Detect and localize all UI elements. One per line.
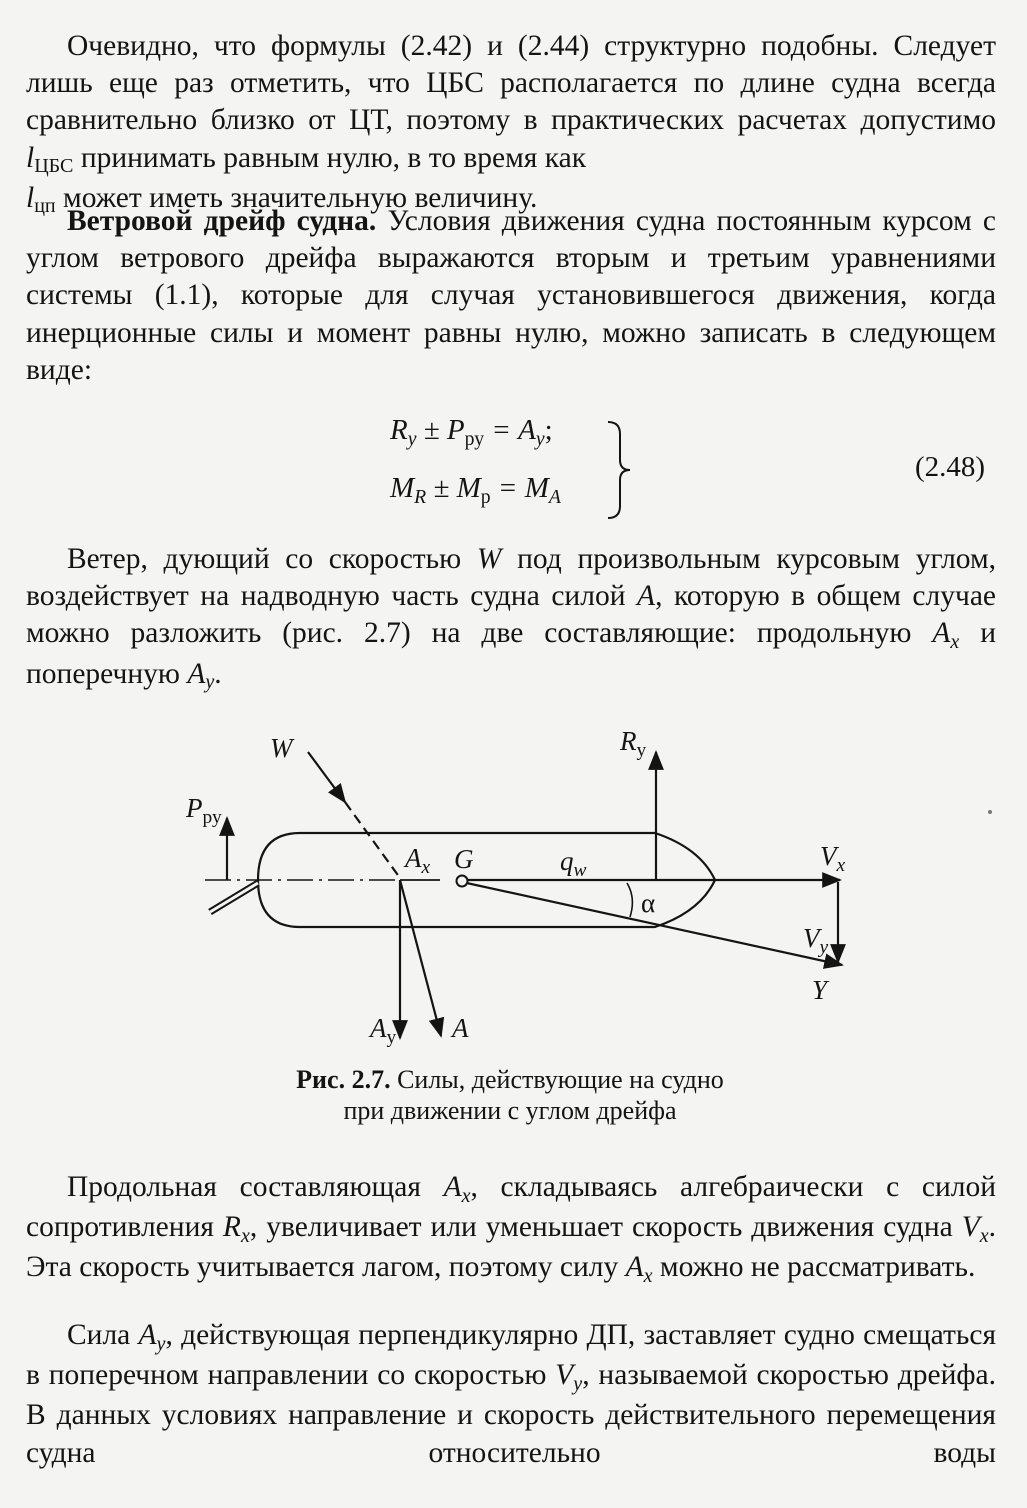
wind-arrow-solid <box>308 752 345 802</box>
label-q-w: $q_w$ <box>560 846 587 881</box>
paragraph-wind-force: Ветер, дующий со скоростью W под произвольным курсовым углом, воздействует на надводную часть судна силой A, которую в общем случае можно разложить (рис. 2.7) на две составляющие: продольную Ax и поперечную Ay. <box>26 543 997 694</box>
text: Эта скорость учитывается лагом, поэтому силу <box>26 1251 619 1284</box>
label-Y: Y <box>812 975 828 1005</box>
text: может иметь значительную величину. <box>63 181 538 214</box>
text: и поперечную <box>26 617 997 690</box>
text: увеличивает или уменьшает скорость движения судна <box>266 1211 953 1244</box>
figure-caption <box>250 1064 770 1126</box>
paragraph-transverse: Сила Ay, действующая перпендикулярно ДП, заставляет судно смещаться в поперечном направлении со скоростью Vy, называемой скоростью дрейфа. В данных условиях направление и скорость действительного перемещения судна относительно воды <box>26 1319 997 1469</box>
scan-speck <box>988 810 992 814</box>
label-V-x: $V_x$ <box>820 841 846 876</box>
text: складываясь алгебраически с силой сопротивления <box>26 1171 997 1244</box>
wind-line-dashed <box>345 802 400 878</box>
center-of-gravity-point <box>457 876 468 887</box>
equation-number: (2.48) <box>915 451 986 483</box>
text: можно не рассматривать. <box>659 1251 976 1284</box>
equation-line-1: Ry ± Pру = Ay; <box>390 414 553 450</box>
var-l: l <box>26 181 35 214</box>
a-resultant-arrow <box>400 880 441 1036</box>
label-W: W <box>270 733 293 763</box>
caption-text: при движении с углом дрейфа <box>343 1096 677 1125</box>
label-A-y: $A_y$ <box>370 1013 397 1048</box>
label-G: G <box>454 844 474 874</box>
label-A-x: $A_x$ <box>405 843 431 878</box>
text: Продольная составляющая <box>67 1171 421 1203</box>
label-alpha: α <box>641 888 656 918</box>
section-heading: Ветровой дрейф судна. <box>67 205 377 237</box>
text: действующая перпендикулярно ДП, заставляет судно смещаться в поперечном направлении со скоростью <box>26 1319 997 1392</box>
text: , которую в общем случае можно разложить (рис. 2.7) на две составляющие: продольную <box>26 580 997 650</box>
text: называемой скоростью дрейфа. В данных условиях направление и скорость действительного перемещения судна относительно воды <box>26 1359 997 1469</box>
equation-line-2: MR ± Mр = MA <box>390 472 561 508</box>
text: Условия движения судна постоянным курсом с углом ветрового дрейфа выражаются вторым и третьим уравнениями системы (1.1), которые для случая установившегося движения, когда инерционные силы и момент равны нулю, можно записать в следующем виде: <box>26 205 996 386</box>
label-V-y: $V_y$ <box>803 923 829 958</box>
text: Ветер, дующий со скоростью <box>67 543 462 575</box>
sub: ЦБС <box>34 155 74 178</box>
text: под произвольным курсовым углом, воздействует на надводную часть судна силой <box>26 543 997 613</box>
label-A: A <box>452 1013 469 1043</box>
alpha-arc <box>627 883 632 917</box>
paragraph-longitudinal: Продольная составляющая Ax, складываясь алгебраически с силой сопротивления Rx, увеличивает или уменьшает скорость движения судна Vx. Эта скорость учитывается лагом, поэтому силу Ax можно не рассматривать. <box>26 1171 997 1288</box>
label-P-ry: $P_{ру}$ <box>186 793 222 828</box>
var-l: l <box>26 141 35 174</box>
caption-label: Рис. 2.7. <box>296 1065 391 1094</box>
caption-text: Силы, действующие на судно <box>397 1065 724 1094</box>
label-R-y: $R_y$ <box>620 726 647 761</box>
text: принимать равным нулю, в то время как <box>73 141 587 174</box>
text: Очевидно, что формулы (2.42) и (2.44) структурно подобны. Следует лишь еще раз отметить, что ЦБС располагается по длине судна всегда сравнительно близко от ЦТ, поэтому в практических расчетах допустимо <box>26 30 996 137</box>
text: Сила <box>67 1319 131 1351</box>
sub: цп <box>34 195 56 218</box>
